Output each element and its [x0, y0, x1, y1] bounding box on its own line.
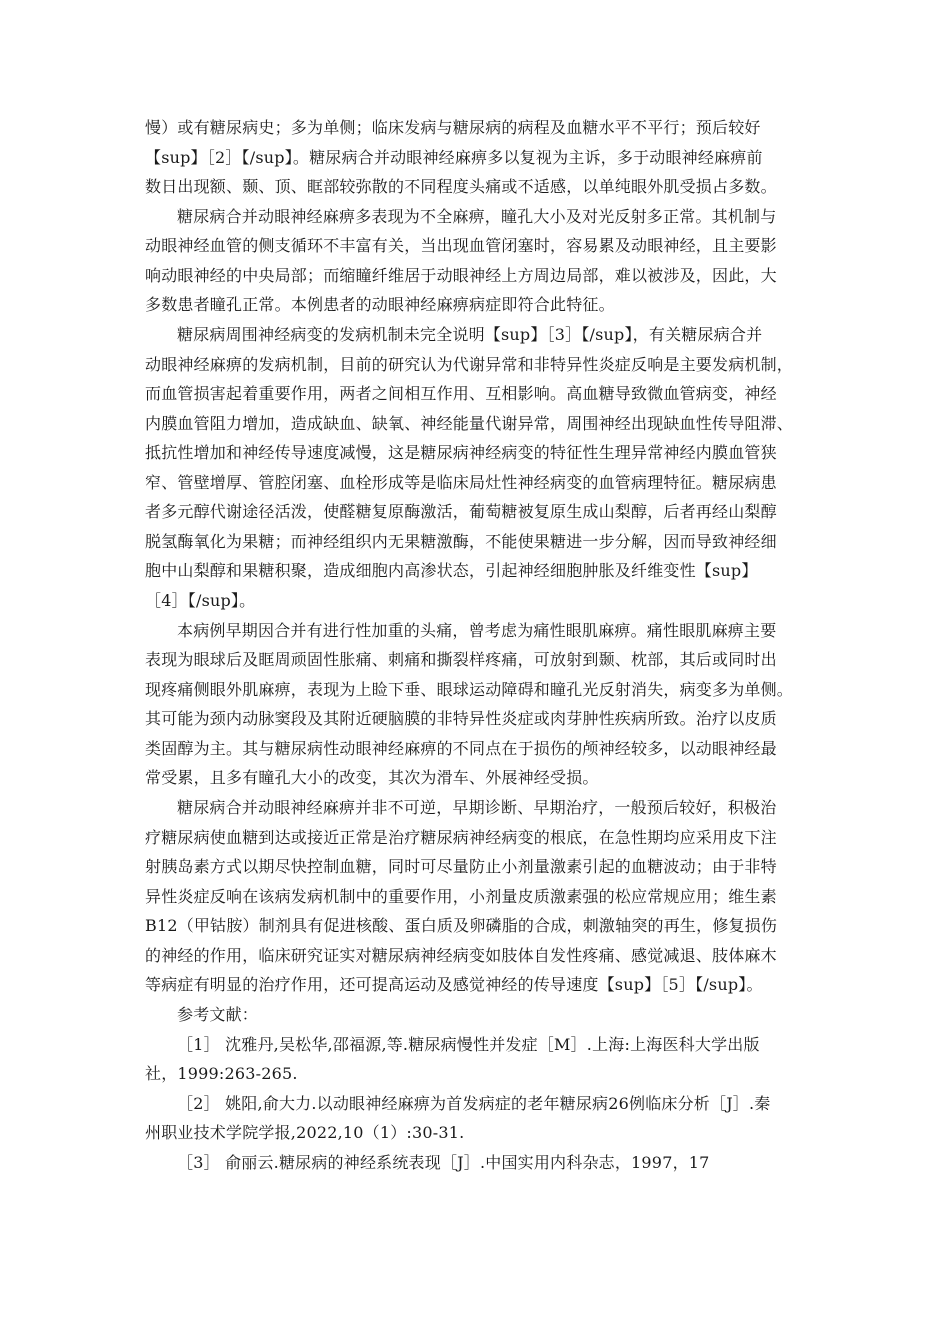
text-line: 常受累，且多有瞳孔大小的改变，其次为滑车、外展神经受损。 [145, 768, 599, 787]
text-line: 射胰岛素方式以期尽快控制血糖，同时可尽量防止小剂量激素引起的血糖波动；由于非特 [145, 857, 777, 876]
reference-item: ［1］ 沈雅丹,吴松华,邵福源,等.糖尿病慢性并发症［M］.上海:上海医科大学出版 [177, 1035, 760, 1054]
text-line: 者多元醇代谢途径活泼，使醛糖复原酶激活，葡萄糖被复原生成山梨醇，后者再经山梨醇 [145, 502, 777, 521]
text-line: 表现为眼球后及眶周顽固性胀痛、刺痛和撕裂样疼痛，可放射到颞、枕部，其后或同时出 [145, 650, 777, 669]
text-line: 等病症有明显的治疗作用，还可提高运动及感觉神经的传导速度【sup】［5］【/sup】。 [145, 975, 763, 994]
references-heading: 参考文献： [177, 1005, 259, 1024]
text-line: 抵抗性增加和神经传导速度减慢，这是糖尿病神经病变的特征性生理异常神经内膜血管狭 [145, 443, 777, 462]
text-line: 慢）或有糖尿病史；多为单侧；临床发病与糖尿病的病程及血糖水平不平行；预后较好 [145, 118, 761, 137]
text-line: 糖尿病合并动眼神经麻痹并非不可逆，早期诊断、早期治疗，一般预后较好，积极治 [177, 798, 777, 817]
reference-item: 社，1999:263-265. [145, 1064, 298, 1083]
text-line: 脱氢酶氧化为果糖；而神经组织内无果糖激酶，不能使果糖进一步分解，因而导致神经细 [145, 532, 777, 551]
text-line: 现疼痛侧眼外肌麻痹，表现为上睑下垂、眼球运动障碍和瞳孔光反射消失，病变多为单侧。 [145, 680, 794, 699]
text-line: ［4］【/sup】。 [145, 591, 256, 610]
text-line: 类固醇为主。其与糖尿病性动眼神经麻痹的不同点在于损伤的颅神经较多，以动眼神经最 [145, 739, 777, 758]
text-line: 响动眼神经的中央局部；而缩瞳纤维居于动眼神经上方周边局部，难以被涉及，因此，大 [145, 266, 777, 285]
text-line: B12（甲钴胺）制剂具有促进核酸、蛋白质及卵磷脂的合成，刺激轴突的再生，修复损伤 [145, 916, 778, 935]
text-line: 的神经的作用，临床研究证实对糖尿病神经病变如肢体自发性疼痛、感觉减退、肢体麻木 [145, 946, 777, 965]
reference-item: ［3］ 俞丽云.糖尿病的神经系统表现［J］.中国实用内科杂志，1997，17 [177, 1153, 710, 1172]
text-line: 本病例早期因合并有进行性加重的头痛，曾考虑为痛性眼肌麻痹。痛性眼肌麻痹主要 [177, 621, 777, 640]
text-line: 而血管损害起着重要作用，两者之间相互作用、互相影响。高血糖导致微血管病变，神经 [145, 384, 777, 403]
text-line: 【sup】［2］【/sup】。糖尿病合并动眼神经麻痹多以复视为主诉，多于动眼神经麻痹前 [145, 148, 763, 167]
text-line: 糖尿病合并动眼神经麻痹多表现为不全麻痹，瞳孔大小及对光反射多正常。其机制与 [177, 207, 777, 226]
text-line: 数日出现额、颞、顶、眶部较弥散的不同程度头痛或不适感，以单纯眼外肌受损占多数。 [145, 177, 777, 196]
text-line: 异性炎症反响在该病发病机制中的重要作用，小剂量皮质激素强的松应常规应用；维生素 [145, 887, 777, 906]
text-line: 多数患者瞳孔正常。本例患者的动眼神经麻痹病症即符合此特征。 [145, 295, 615, 314]
reference-item: ［2］ 姚阳,俞大力.以动眼神经麻痹为首发病症的老年糖尿病26例临床分析［J］.秦 [177, 1094, 771, 1113]
text-line: 胞中山梨醇和果糖积聚，造成细胞内高渗状态，引起神经细胞肿胀及纤维变性【sup】 [145, 561, 758, 580]
text-line: 糖尿病周围神经病变的发病机制未完全说明【sup】［3］【/sup】，有关糖尿病合并 [177, 325, 763, 344]
text-line: 动眼神经血管的侧支循环不丰富有关，当出现血管闭塞时，容易累及动眼神经，且主要影 [145, 236, 777, 255]
text-line: 其可能为颈内动脉窦段及其附近硬脑膜的非特异性炎症或肉芽肿性疾病所致。治疗以皮质 [145, 709, 777, 728]
text-line: 窄、管壁增厚、管腔闭塞、血栓形成等是临床局灶性神经病变的血管病理特征。糖尿病患 [145, 473, 777, 492]
text-line: 内膜血管阻力增加，造成缺血、缺氧、神经能量代谢异常，周围神经出现缺血性传导阻滞、 [145, 414, 794, 433]
text-line: 疗糖尿病使血糖到达或接近正常是治疗糖尿病神经病变的根底，在急性期均应采用皮下注 [145, 828, 777, 847]
reference-item: 州职业技术学院学报,2022,10（1）:30-31. [145, 1123, 465, 1142]
text-line: 动眼神经麻痹的发病机制，目前的研究认为代谢异常和非特异性炎症反响是主要发病机制， [145, 355, 794, 374]
